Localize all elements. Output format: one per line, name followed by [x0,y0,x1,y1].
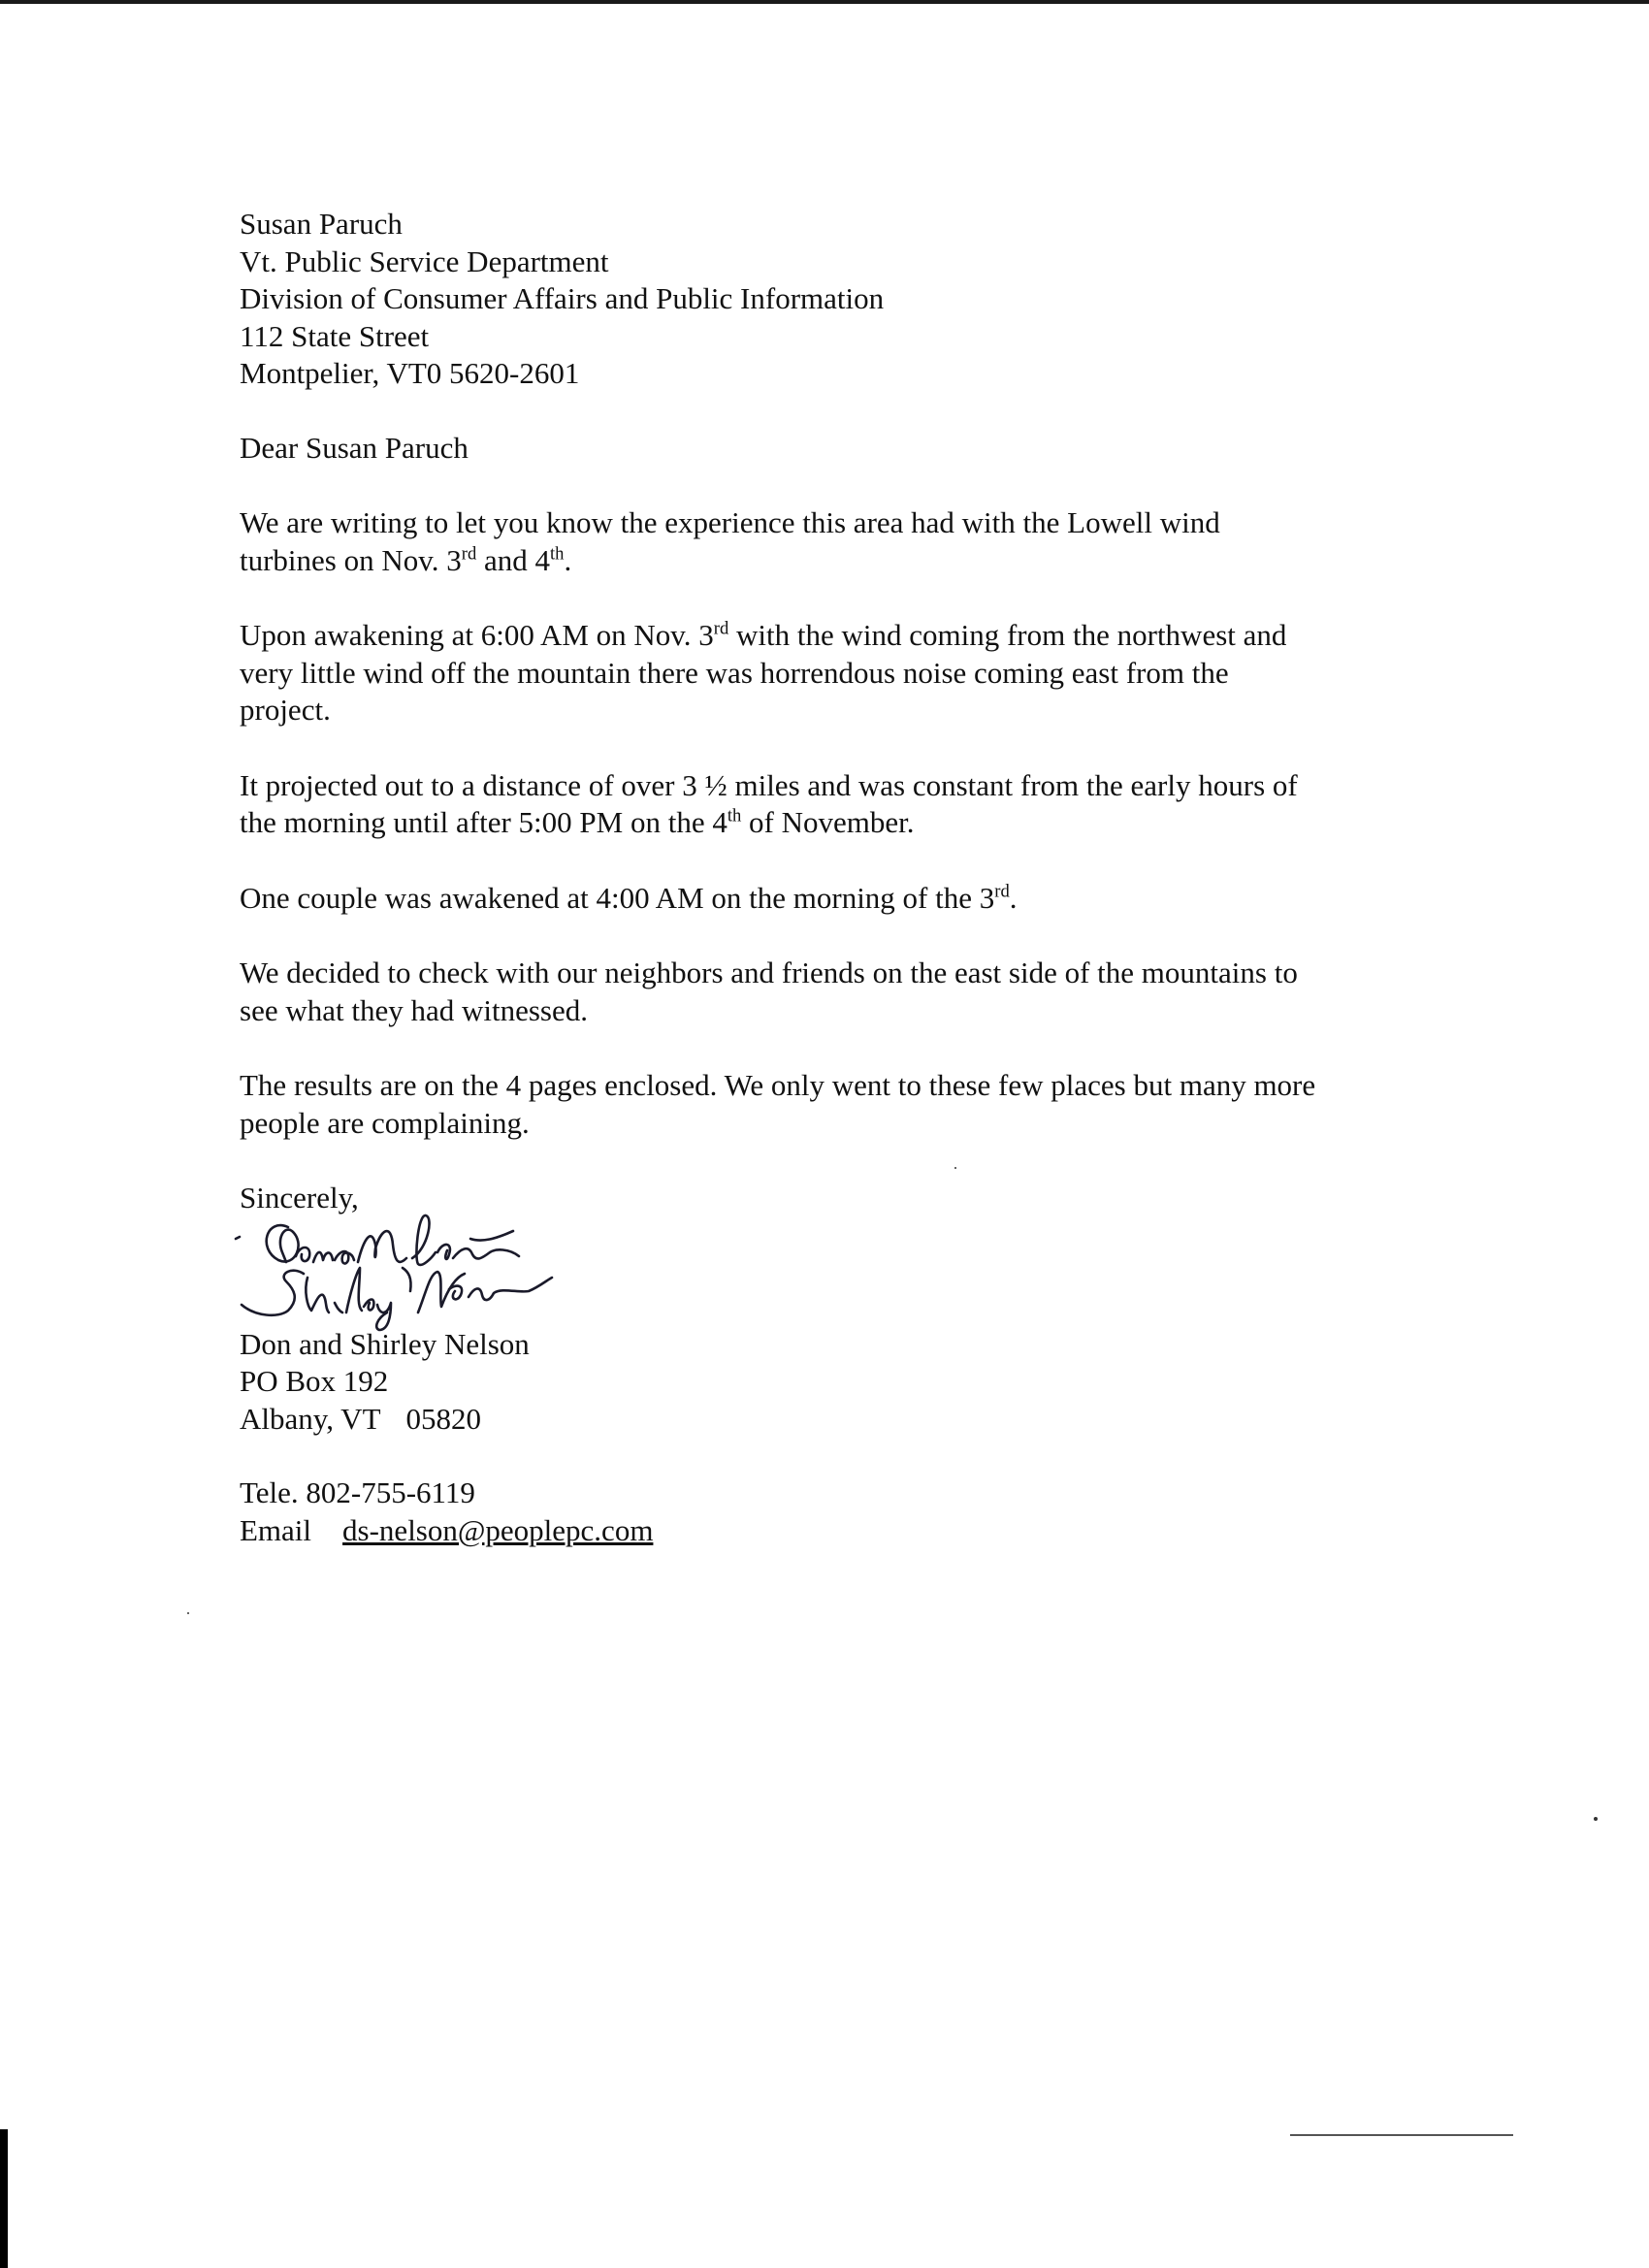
scan-left-bar [0,2129,8,2268]
sender-po-box: PO Box 192 [240,1364,389,1398]
recipient-name: Susan Paruch [240,207,403,241]
ordinal-suffix: rd [461,543,477,565]
email-label: Email [240,1512,312,1547]
text-run: . [564,542,572,577]
ordinal-suffix: th [727,805,742,826]
text-run: of November. [741,805,915,839]
paragraph-line: We are writing to let you know the experience this area had with the Lowell wind [240,505,1220,539]
text-run: . [1009,880,1018,915]
paragraph-6 [240,1067,1452,1142]
paragraph-line: We decided to check with our neighbors and friends on the east side of the mountains to [240,956,1298,989]
paragraph-4 [240,880,1452,918]
scan-speck [187,1612,189,1614]
spacer [240,1438,1452,1474]
ordinal-suffix: rd [713,618,729,639]
sender-names: Don and Shirley Nelson [240,1326,530,1361]
salutation: Dear Susan Paruch [240,430,469,465]
ordinal-suffix: rd [994,881,1010,902]
scan-top-edge [0,0,1649,4]
footer-rule [1290,2134,1513,2136]
paragraph-line [240,880,1452,918]
sender-city: Albany, VT [240,1401,381,1436]
email-line [240,1512,1452,1550]
paragraph-line [240,617,1452,655]
paragraph-line: very little wind off the mountain there was horrendous noise coming east from the [240,655,1229,690]
paragraph-line [240,804,1452,842]
paragraph-line: project. [240,693,331,727]
signature-scribble [228,1210,674,1336]
spacer [240,393,1452,430]
recipient-street: 112 State Street [240,318,430,353]
text-run: One couple was awakened at 4:00 AM on the morning of the 3 [240,880,995,915]
sender-city-zip [240,1401,1452,1439]
phone-number: 802-755-6119 [306,1475,475,1509]
sender-block [240,1326,1452,1439]
paragraph-3 [240,767,1452,842]
text-run: and 4 [476,542,551,577]
paragraph-line: people are complaining. [240,1105,530,1140]
sender-zip: 05820 [405,1401,482,1436]
salutation-block [240,430,1452,468]
contact-block [240,1474,1452,1549]
paragraph-1 [240,504,1452,579]
email-link[interactable]: ds-nelson@peoplepc.com [342,1512,654,1547]
phone-label: Tele. [240,1475,299,1509]
letter-body [240,206,1452,1549]
scan-speck [1594,1817,1598,1821]
paragraph-5 [240,955,1452,1029]
paragraph-line [240,542,1452,580]
text-run: Upon awakening at 6:00 AM on Nov. 3 [240,618,714,652]
closing: Sincerely, [240,1181,359,1215]
paragraph-2 [240,617,1452,729]
text-run: the morning until after 5:00 PM on the 4 [240,805,728,839]
recipient-city-line: Montpelier, VT0 5620-2601 [240,356,580,390]
paragraph-line: It projected out to a distance of over 3 ½ miles and was constant from the early hours of [240,767,1298,802]
recipient-organization: Vt. Public Service Department [240,243,609,278]
recipient-address [240,206,1452,393]
text-run: turbines on Nov. 3 [240,542,462,577]
ordinal-suffix: th [550,543,565,565]
handwritten-signature [240,1217,1452,1326]
paragraph-line: The results are on the 4 pages enclosed. We only went to these few places but many more [240,1068,1316,1102]
recipient-division: Division of Consumer Affairs and Public Information [240,281,885,315]
text-run: with the wind coming from the northwest and [728,618,1287,652]
phone-line [240,1474,1452,1512]
paragraph-line: see what they had witnessed. [240,992,588,1027]
